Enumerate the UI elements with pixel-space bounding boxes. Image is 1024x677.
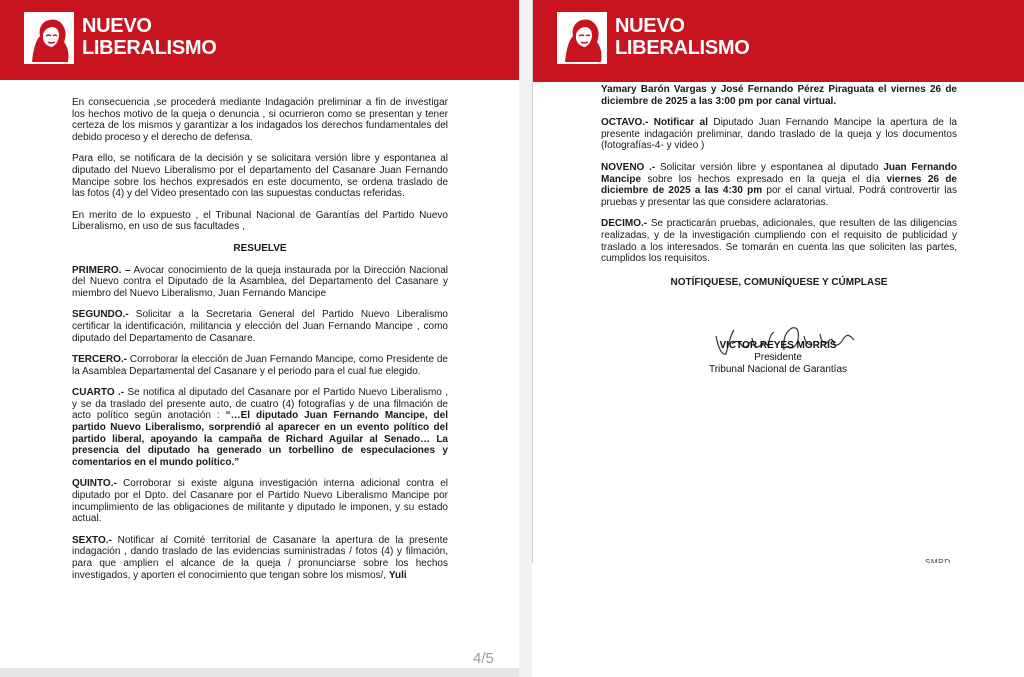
clause-tercero: TERCERO.- Corroborar la elección de Juan Fernando Mancipe, como Presidente de la Asamblea Departamental del Casanare y el periodo para el cual fue elegido.: [72, 354, 448, 377]
header-banner: [533, 0, 1024, 82]
clause-cuarto: CUARTO .- Se notifica al diputado del Casanare por el Partido Nuevo Liberalismo , y se da traslado del presente auto, de cuatro (4) fotografías y de una filmación de acto político según anotación : “…El diputado Juan Fernando Mancipe, del partido Nuevo Liberalismo, sorprendió al aparecer en un evento político del partido liberal, apoyando la campaña de Richard Aguilar al Senado… La presencia del diputado ha generado un torbellino de especulaciones y comentarios en el mundo político.”: [72, 387, 448, 468]
closing-formula: NOTÍFIQUESE, COMUNÍQUESE Y CÚMPLASE: [670, 276, 888, 288]
party-logo: [24, 12, 74, 64]
signer-organization: Tribunal Nacional de Garantías: [708, 364, 848, 375]
paragraph-consecuencia: En consecuencia ,se procederá mediante Indagación preliminar a fin de investigar los hechos motivo de la queja o denuncia , si ocurrieron como se presentan y tener certeza de los mismos y garantizar a los indagados los derechos fundamentales del debido proceso y el derecho de defensa.: [72, 97, 448, 143]
heading-resuelve: RESUELVE: [233, 242, 287, 254]
horizontal-scrollbar[interactable]: [0, 668, 519, 677]
right-page-body: [601, 84, 957, 298]
clause-noveno: NOVENO .- Solicitar versión libre y espontanea al diputado Juan Fernando Mancipe sobre los hechos expresado en la queja el día viernes 26 de diciembre de 2025 a las 4:30 pm por el canal virtual. Podrá controvertir las pruebas y presentar las que considere aclaratorias.: [601, 161, 957, 208]
portrait-icon: [557, 12, 607, 64]
paragraph-para-ello: Para ello, se notificara de la decisión y se solicitara versión libre y espontanea al diputado del Nuevo Liberalismo por el departamento del Casanare Juan Fernando Mancipe sobre los hechos expresados en este documento, se ordena traslado de las fotos (4) y del Video presentado con las supuestas conductas referidas.: [72, 153, 448, 200]
clause-decimo: DECIMO.- Se practicarán pruebas, adicionales, que resulten de las diligencias realizadas, y de la investigación cumpliendo con el requisito de publicidad y traslado a los interesados. Se tomarán en cuenta las que soliciten las partes, cumplidos los requisitos.: [601, 218, 957, 265]
page-indicator: 4/5: [473, 650, 494, 667]
clause-primero: PRIMERO. – Avocar conocimiento de la queja instaurada por la Dirección Nacional del Nuevo contra el Diputado de la Asamblea, del Departamento del Casanare y miembro del Nuevo Liberalismo, Juan Fernando Mancipe: [72, 264, 448, 299]
signer-role: Presidente: [754, 352, 802, 363]
clause-octavo: OCTAVO.- Notificar al Diputado Juan Fernando Mancipe la apertura de la presente indagación preliminar, dando traslado de la queja y los documentos (fotografías-4- y video ): [601, 117, 957, 152]
paragraph-merito: En merito de lo expuesto , el Tribunal Nacional de Garantías del Partido Nuevo Liberalismo, en uso de sus facultades ,: [72, 209, 448, 233]
blank-area: [532, 563, 1024, 677]
brand-wordmark: NUEVO LIBERALISMO: [82, 15, 217, 59]
page-gap: [519, 0, 532, 677]
left-page-body: [72, 97, 448, 591]
signer-name: VICTOR REYES MORRIS: [719, 340, 837, 351]
portrait-icon: [24, 12, 74, 64]
clause-sexto: SEXTO.- Notificar al Comité territorial de Casanare la apertura de la presente indagación , dando traslado de las evidencias suministradas / fotos (4) y filmación, para que amplien el alcance de la queja / pronunciarse sobre los hechos investigados, y aporten el conocimiento que tengan sobre los mismos/, Yuli: [72, 534, 448, 581]
header-banner: [0, 0, 519, 80]
signature-block: [600, 340, 956, 376]
party-logo: [557, 12, 607, 64]
clause-segundo: SEGUNDO.- Solicitar a la Secretaria General del Partido Nuevo Liberalismo certificar la identificación, militancia y elección del Juan Fernando Mancipe , como diputado del Departamento de Casanare.: [72, 309, 448, 344]
paragraph-continuation: Yamary Barón Vargas y José Fernando Pérez Piraguata el viernes 26 de diciembre de 2025 a las 3:00 pm por canal virtual.: [601, 84, 957, 107]
clause-quinto: QUINTO.- Corroborar si existe alguna investigación interna adicional contra el diputado por el Dpto. del Casanare por el Partido Nuevo Liberalismo Mancipe por incumplimiento de las obligaciones de militante y diputado le imponen, y su estado actual.: [72, 478, 448, 525]
brand-wordmark: NUEVO LIBERALISMO: [615, 15, 750, 59]
